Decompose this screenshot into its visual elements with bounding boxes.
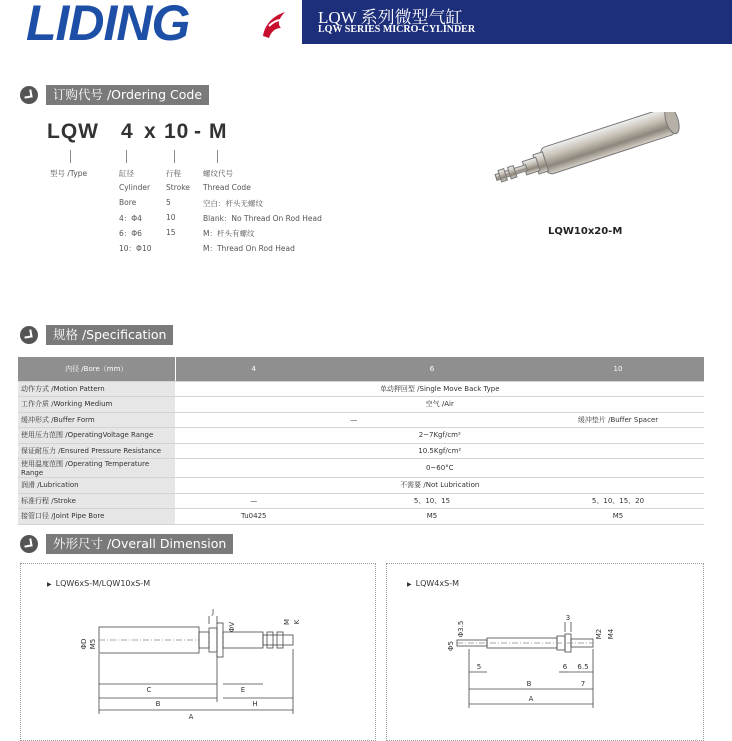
drawing-right-svg: [387, 594, 703, 734]
table-header-cell: 10: [532, 357, 704, 381]
row-value: 0~60°C: [175, 459, 704, 478]
drawing-title: ▶ LQW6xS-M/LQW10xS-M: [47, 579, 150, 588]
row-label: 保证耐压力 /Ensured Pressure Resistance: [18, 443, 175, 459]
table-row: [18, 381, 704, 397]
thread-option: M：杆头有螺纹: [203, 229, 255, 238]
row-label: 工作介质 /Working Medium: [18, 397, 175, 413]
dim-label: 3: [565, 614, 571, 622]
dim-label: ΦV: [228, 621, 236, 633]
connector-line: [174, 150, 175, 163]
row-value: —: [175, 493, 332, 509]
brand-logo: LIDING: [26, 0, 190, 51]
row-label: 接管口径 /Joint Pipe Bore: [18, 509, 175, 525]
row-value: 5、10、15: [332, 493, 532, 509]
product-label: LQW10x20-M: [548, 226, 623, 237]
row-label: 使用温度范围 /Operating Temperature Range: [18, 459, 175, 478]
table-header-cell: 6: [332, 357, 532, 381]
row-value: 不需要 /Not Lubrication: [175, 478, 704, 494]
dim-label: A: [188, 713, 194, 721]
dim-label: M: [283, 618, 291, 626]
header-title-cn: LQW 系列微型气缸: [318, 8, 463, 27]
row-label: 标准行程 /Stroke: [18, 493, 175, 509]
section-arrow-icon: [20, 535, 38, 553]
stroke-option: 10: [166, 213, 176, 222]
dim-label: E: [240, 686, 246, 694]
code-bore: 4: [121, 120, 134, 143]
row-value: 空气 /Air: [175, 397, 704, 413]
table-header-cell: 内径 /Bore（mm）: [18, 357, 175, 381]
table-header-cell: 4: [175, 357, 332, 381]
row-value: M5: [332, 509, 532, 525]
dim-label: 6: [562, 663, 568, 671]
dim-label: M2: [595, 628, 603, 640]
dim-label: 6.5: [577, 663, 589, 671]
stroke-title-en: Stroke: [166, 183, 190, 192]
thread-option: Blank：No Thread On Rod Head: [203, 214, 322, 223]
table-row: [18, 443, 704, 459]
drawing-left-svg: [21, 594, 375, 734]
section-arrow-icon: [20, 326, 38, 344]
dim-label: Φ5: [447, 641, 455, 651]
spec-table: [18, 357, 704, 525]
logo-area: [0, 0, 300, 51]
row-value: Tu0425: [175, 509, 332, 525]
section-specification: [20, 325, 173, 345]
brand-mark-icon: [255, 6, 291, 42]
dim-label: ΦD: [80, 638, 88, 650]
dim-label: B: [526, 680, 532, 688]
dim-label: H: [252, 700, 258, 708]
section-dimension: [20, 534, 233, 554]
connector-line: [217, 150, 218, 163]
table-row: [18, 428, 704, 444]
connector-line: [126, 150, 127, 163]
row-label: 动作方式 /Motion Pattern: [18, 381, 175, 397]
bore-option: 4：Φ4: [119, 214, 142, 223]
row-value: M5: [532, 509, 704, 525]
dimension-drawing-left: [20, 563, 376, 741]
table-row: [18, 412, 704, 428]
dim-label: 5: [476, 663, 482, 671]
bore-option: 6：Φ6: [119, 229, 142, 238]
code-type: LQW: [47, 120, 99, 143]
row-value: —: [175, 412, 532, 428]
thread-title-cn: 螺纹代号: [203, 169, 233, 178]
table-header-row: [18, 357, 704, 381]
row-value: 10.5Kgf/cm²: [175, 443, 704, 459]
dim-label: Φ3.5: [457, 620, 465, 638]
dim-label: J: [211, 608, 215, 616]
table-row: [18, 397, 704, 413]
row-label: 缓冲形式 /Buffer Form: [18, 412, 175, 428]
thread-title-en: Thread Code: [203, 183, 251, 192]
row-label: 使用压力范围 /OperatingVoltage Range: [18, 428, 175, 444]
code-stroke: 10: [164, 120, 190, 143]
bore-title-en: Cylinder: [119, 183, 151, 192]
section-title: 订购代号 /Ordering Code: [46, 85, 209, 105]
thread-option: 空白：杆头无螺纹: [203, 199, 263, 208]
table-row: [18, 459, 704, 478]
table-row: [18, 478, 704, 494]
stroke-option: 15: [166, 228, 176, 237]
bore-title-en2: Bore: [119, 198, 137, 207]
dim-label: K: [293, 619, 301, 625]
stroke-option: 5: [166, 198, 171, 207]
dim-label: M5: [89, 638, 97, 650]
section-ordering-code: [20, 85, 209, 105]
row-value: 单动押回型 /Single Move Back Type: [175, 381, 704, 397]
thread-option: M：Thread On Rod Head: [203, 244, 295, 253]
bore-title-cn: 缸径: [119, 169, 134, 178]
dim-label: M4: [607, 628, 615, 640]
type-label: 型号 /Type: [50, 169, 88, 178]
page-header: [0, 0, 732, 51]
dim-label: B: [155, 700, 161, 708]
row-label: 润滑 /Lubrication: [18, 478, 175, 494]
row-value: 缓冲垫片 /Buffer Spacer: [532, 412, 704, 428]
dimension-drawing-right: [386, 563, 704, 741]
code-x: x: [144, 120, 157, 143]
stroke-title-cn: 行程: [166, 169, 181, 178]
dim-label: A: [528, 695, 534, 703]
code-thread: M: [209, 120, 228, 143]
section-title: 规格 /Specification: [46, 325, 173, 345]
row-value: 2~7Kgf/cm²: [175, 428, 704, 444]
bore-option: 10：Φ10: [119, 244, 152, 253]
cylinder-product-image: [482, 112, 692, 187]
code-dash: -: [194, 120, 202, 143]
header-title-en: LQW SERIES MICRO-CYLINDER: [318, 24, 476, 35]
drawing-title: ▶ LQW4xS-M: [407, 579, 459, 588]
dim-label: C: [146, 686, 152, 694]
section-arrow-icon: [20, 86, 38, 104]
row-value: 5、10、15、20: [532, 493, 704, 509]
table-row: [18, 509, 704, 525]
dim-label: 7: [580, 680, 586, 688]
table-row: [18, 493, 704, 509]
connector-line: [70, 150, 71, 163]
section-title: 外形尺寸 /Overall Dimension: [46, 534, 233, 554]
